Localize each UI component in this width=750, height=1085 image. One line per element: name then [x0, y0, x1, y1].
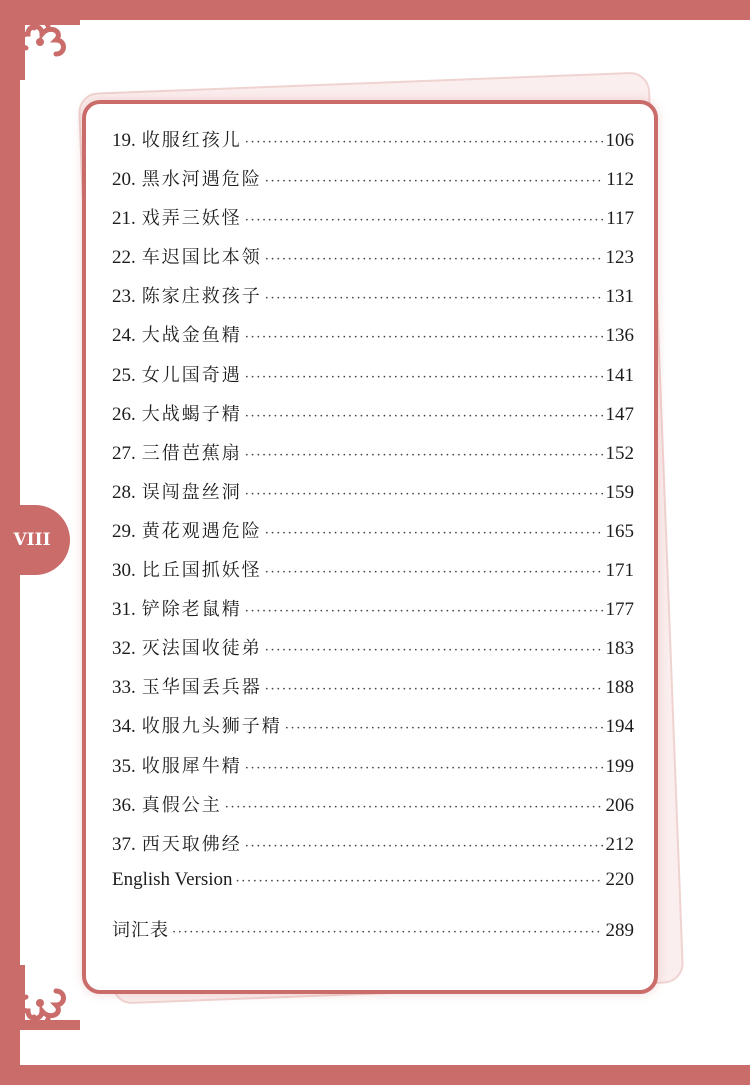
chapter-number: 19.	[112, 130, 136, 151]
toc-entry[interactable]	[112, 595, 634, 634]
toc-entry-english-version[interactable]	[112, 869, 634, 908]
toc-entry[interactable]	[112, 517, 634, 556]
page-ref: 117	[606, 208, 634, 230]
page-ref: 183	[605, 638, 634, 660]
chapter-title: 比丘国抓妖怪	[141, 560, 262, 582]
dot-leader	[245, 839, 603, 854]
toc-entry[interactable]	[112, 673, 634, 712]
toc-entry[interactable]	[112, 830, 634, 869]
chapter-title: 陈家庄救孩子	[141, 286, 262, 308]
chapter-number: 22.	[112, 247, 136, 269]
chapter-title: 车迟国比本领	[141, 247, 262, 269]
chapter-number: 35.	[112, 755, 136, 777]
dot-leader	[245, 761, 603, 776]
page-ref: 159	[605, 481, 634, 503]
toc-entry[interactable]	[112, 361, 634, 400]
chapter-number: 29.	[112, 520, 136, 542]
chapter-number: 26.	[112, 403, 136, 425]
chapter-title: 黑水河遇危险	[141, 169, 262, 191]
dot-leader	[245, 448, 603, 463]
chapter-number: 24.	[112, 325, 136, 347]
page-number-tab	[0, 505, 70, 575]
dot-leader	[265, 252, 603, 267]
chapter-title: 大战蝎子精	[141, 403, 242, 425]
dot-leader	[236, 874, 603, 889]
page-ref: 194	[605, 716, 634, 738]
dot-leader	[245, 213, 603, 228]
chapter-number: 36.	[112, 794, 136, 816]
chapter-number: 25.	[112, 364, 136, 386]
chapter-title: 误闯盘丝洞	[141, 481, 242, 503]
chapter-number: 20.	[112, 169, 136, 191]
chapter-number: 31.	[112, 599, 136, 621]
page-ref: 289	[605, 919, 634, 941]
chapter-title: 黄花观遇危险	[141, 520, 262, 542]
cloud-ornament-bottom-left	[0, 955, 90, 1045]
toc-entry[interactable]	[112, 478, 634, 517]
dot-leader	[245, 409, 603, 424]
dot-leader	[245, 370, 603, 385]
chapter-title: 戏弄三妖怪	[141, 208, 242, 230]
chapter-number: 21.	[112, 208, 136, 230]
page-ref: 147	[605, 403, 634, 425]
page-ref: 136	[605, 325, 634, 347]
chapter-title: 收服红孩儿	[141, 130, 242, 151]
page-ref: 220	[605, 868, 634, 890]
toc-entry[interactable]	[112, 126, 634, 165]
dot-leader	[285, 721, 603, 736]
chapter-title: 大战金鱼精	[141, 325, 242, 347]
page-ref: 171	[605, 560, 634, 582]
page-ref: 141	[605, 364, 634, 386]
chapter-number: 34.	[112, 716, 136, 738]
page-ref: 123	[605, 247, 634, 269]
toc-entry[interactable]	[112, 243, 634, 282]
dot-leader	[265, 174, 603, 189]
chapter-number: 27.	[112, 442, 136, 464]
chapter-number: 33.	[112, 677, 136, 699]
page-ref: 188	[605, 677, 634, 699]
chapter-title: 收服九头狮子精	[141, 716, 282, 738]
chapter-title: 灭法国收徒弟	[141, 638, 262, 660]
dot-leader	[265, 682, 603, 697]
chapter-number: 23.	[112, 286, 136, 308]
cloud-ornament-top-left	[0, 0, 90, 90]
toc-entry[interactable]	[112, 439, 634, 478]
chapter-title: 真假公主	[141, 794, 222, 816]
chapter-number: 32.	[112, 638, 136, 660]
chapter-number: 37.	[112, 833, 136, 855]
page-ref: 199	[605, 755, 634, 777]
dot-leader	[265, 565, 603, 580]
chapter-title: 三借芭蕉扇	[141, 442, 242, 464]
toc-entry[interactable]	[112, 321, 634, 360]
dot-leader	[245, 487, 603, 502]
toc-entry[interactable]	[112, 791, 634, 830]
english-version-title: English Version	[112, 868, 233, 890]
toc-entry[interactable]	[112, 282, 634, 321]
chapter-number: 28.	[112, 481, 136, 503]
toc-entry[interactable]	[112, 165, 634, 204]
glossary-title: 词汇表	[112, 919, 169, 941]
toc-entry[interactable]	[112, 556, 634, 595]
page-ref: 165	[605, 520, 634, 542]
chapter-number: 30.	[112, 560, 136, 582]
page-ref: 112	[606, 169, 634, 191]
page-ref: 212	[605, 833, 634, 855]
dot-leader	[172, 925, 603, 940]
dot-leader	[245, 135, 603, 150]
toc-entry[interactable]	[112, 634, 634, 673]
page-ref: 106	[605, 130, 634, 151]
dot-leader	[265, 291, 603, 306]
page-ref: 131	[605, 286, 634, 308]
page-ref: 206	[605, 794, 634, 816]
dot-leader	[225, 800, 603, 815]
toc-entry[interactable]	[112, 752, 634, 791]
toc-entry-glossary[interactable]	[112, 916, 634, 955]
dot-leader	[245, 330, 603, 345]
toc-entry[interactable]	[112, 204, 634, 243]
chapter-title: 收服犀牛精	[141, 755, 242, 777]
dot-leader	[265, 526, 603, 541]
chapter-title: 玉华国丢兵器	[141, 677, 262, 699]
page-number: VIII	[13, 530, 51, 550]
toc-entry[interactable]	[112, 712, 634, 751]
dot-leader	[245, 604, 603, 619]
toc-entry[interactable]	[112, 400, 634, 439]
chapter-title: 西天取佛经	[141, 833, 242, 855]
chapter-title: 女儿国奇遇	[141, 364, 242, 386]
page-ref: 152	[605, 442, 634, 464]
chapter-title: 铲除老鼠精	[141, 599, 242, 621]
dot-leader	[265, 643, 603, 658]
table-of-contents	[112, 126, 634, 955]
page-ref: 177	[605, 599, 634, 621]
